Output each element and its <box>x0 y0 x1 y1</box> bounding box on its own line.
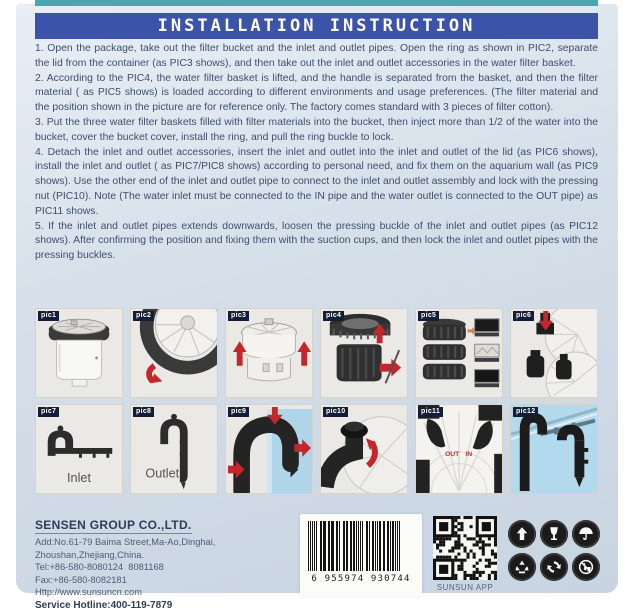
do-not-litter-icon <box>572 553 600 581</box>
pic2-panel <box>130 308 218 398</box>
pic3-panel <box>225 308 313 398</box>
pic12-illustration <box>511 405 597 493</box>
pic10-illustration <box>321 405 407 493</box>
company-tel: Tel:+86-580-8080124 8081168 <box>35 562 164 573</box>
pic7-panel <box>35 404 123 494</box>
pic11-illustration <box>416 405 502 493</box>
pic7-label: pic7 <box>38 407 59 417</box>
pic10-label: pic10 <box>323 407 348 417</box>
pic1-illustration <box>36 309 122 397</box>
pic3-label: pic3 <box>228 311 249 321</box>
pic7-illustration <box>36 405 122 493</box>
company-website: Http://www.sunsuncn.com <box>35 587 142 598</box>
pic9-label: pic9 <box>228 407 249 417</box>
pic2-label: pic2 <box>133 311 154 321</box>
barcode-bars <box>308 521 414 571</box>
instruction-step-3: 3. Put the three water filter baskets filled with filter materials into the bucket, then inject more than 1/2 of the water into the bucket, cover the bucket cover, install the ring, and pull the ring buckle to lock. <box>35 116 598 143</box>
pic6-panel <box>510 308 598 398</box>
pic7-caption: Inlet <box>67 471 91 486</box>
pic5-illustration <box>416 309 502 397</box>
fragile-glass-icon <box>540 520 568 548</box>
instruction-step-5: 5. If the inlet and outlet pipes extends downwards, loosen the pressing buckle of the inlet and outlet pipes (as PIC12 shows). After confirming the position and fixing them with the suction cups, and then lock the inlet and outlet pipes with the pressing buckles. <box>35 220 598 262</box>
keep-dry-umbrella-icon <box>572 520 600 548</box>
instruction-text-block <box>35 42 598 264</box>
pic4-illustration <box>321 309 407 397</box>
pic11-in-marking: IN <box>465 450 473 458</box>
qr-code-label: SUNSUN APP <box>436 583 494 592</box>
pic8-illustration <box>131 405 217 493</box>
pic3-illustration <box>226 309 312 397</box>
pic5-label: pic5 <box>418 311 439 321</box>
qr-code <box>433 516 497 580</box>
barcode-sticker <box>300 514 422 596</box>
pic12-panel <box>510 404 598 494</box>
pic11-out-marking: OUT <box>444 450 460 458</box>
pic12-label: pic12 <box>513 407 538 417</box>
company-name: SENSEN GROUP CO.,LTD. <box>35 518 192 532</box>
instruction-sheet <box>16 4 618 611</box>
pic6-label: pic6 <box>513 311 534 321</box>
qr-code-block <box>430 516 500 592</box>
top-accent-strip <box>35 0 598 6</box>
pic8-caption: Outlet <box>145 466 180 481</box>
pic10-panel <box>320 404 408 494</box>
page-title: INSTALLATION INSTRUCTION <box>157 16 476 36</box>
instruction-step-4: 4. Detach the inlet and outlet accessories, insert the inlet and outlet into the inlet and outlet of the lid (as PIC6 shows), install the inlet and outlet ( as PIC7/PIC8 shows) according to personal need, and fix them on the aquarium wall (as PIC9 shows). Use the other end of the inlet and outlet pipe to connect to the inlet and outlet assembly and lock with the pressing nut (PIC10). Note (The water inlet must be connected to the IN pipe and the water outlet is connected to the OUT pipe) as PIC11 shows. <box>35 146 598 217</box>
picture-grid <box>35 308 598 494</box>
pic5-panel <box>415 308 503 398</box>
packaging-icons <box>508 520 600 581</box>
pic4-panel <box>320 308 408 398</box>
this-side-up-icon <box>508 520 536 548</box>
pic8-label: pic8 <box>133 407 154 417</box>
company-address-line1: Add:No.61-79 Baima Street,Ma-Ao,Dinghai, <box>35 537 216 547</box>
barcode-digits: 6 955974 930744 <box>311 574 411 584</box>
pic4-label: pic4 <box>323 311 344 321</box>
pic9-illustration <box>226 405 312 493</box>
pic11-panel <box>415 404 503 494</box>
recyclable-icon <box>508 553 536 581</box>
instruction-step-2: 2. According to the PIC4, the water filter basket is lifted, and the handle is separated from the basket, and then the filter material ( as PIC5 shows) is loaded according to different environments and usage preferences. (The filter material and the position shown in the picture are for reference only. The factory comes standard with 3 pieces of filter cotton). <box>35 72 598 114</box>
green-dot-icon <box>540 553 568 581</box>
pic1-panel <box>35 308 123 398</box>
pic11-label: pic11 <box>418 407 443 417</box>
pic2-illustration <box>131 309 217 397</box>
pic8-panel <box>130 404 218 494</box>
instruction-step-1: 1. Open the package, take out the filter bucket and the inlet and outlet pipes. Open the ring as shown in PIC2, separate the lid from the container (as PIC3 shows), and then take out the inlet and outlet accessories in the water filter basket. <box>35 43 598 69</box>
service-hotline: Service Hotline:400-119-7879 <box>35 599 173 611</box>
pic6-illustration <box>511 309 597 397</box>
company-fax: Fax:+86-580-8082181 <box>35 574 127 585</box>
company-info-block <box>35 516 299 611</box>
company-address-line2: Zhoushan,Zhejiang,China. <box>35 549 145 560</box>
pic9-panel <box>225 404 313 494</box>
pic1-label: pic1 <box>38 311 59 321</box>
title-bar <box>35 13 598 39</box>
